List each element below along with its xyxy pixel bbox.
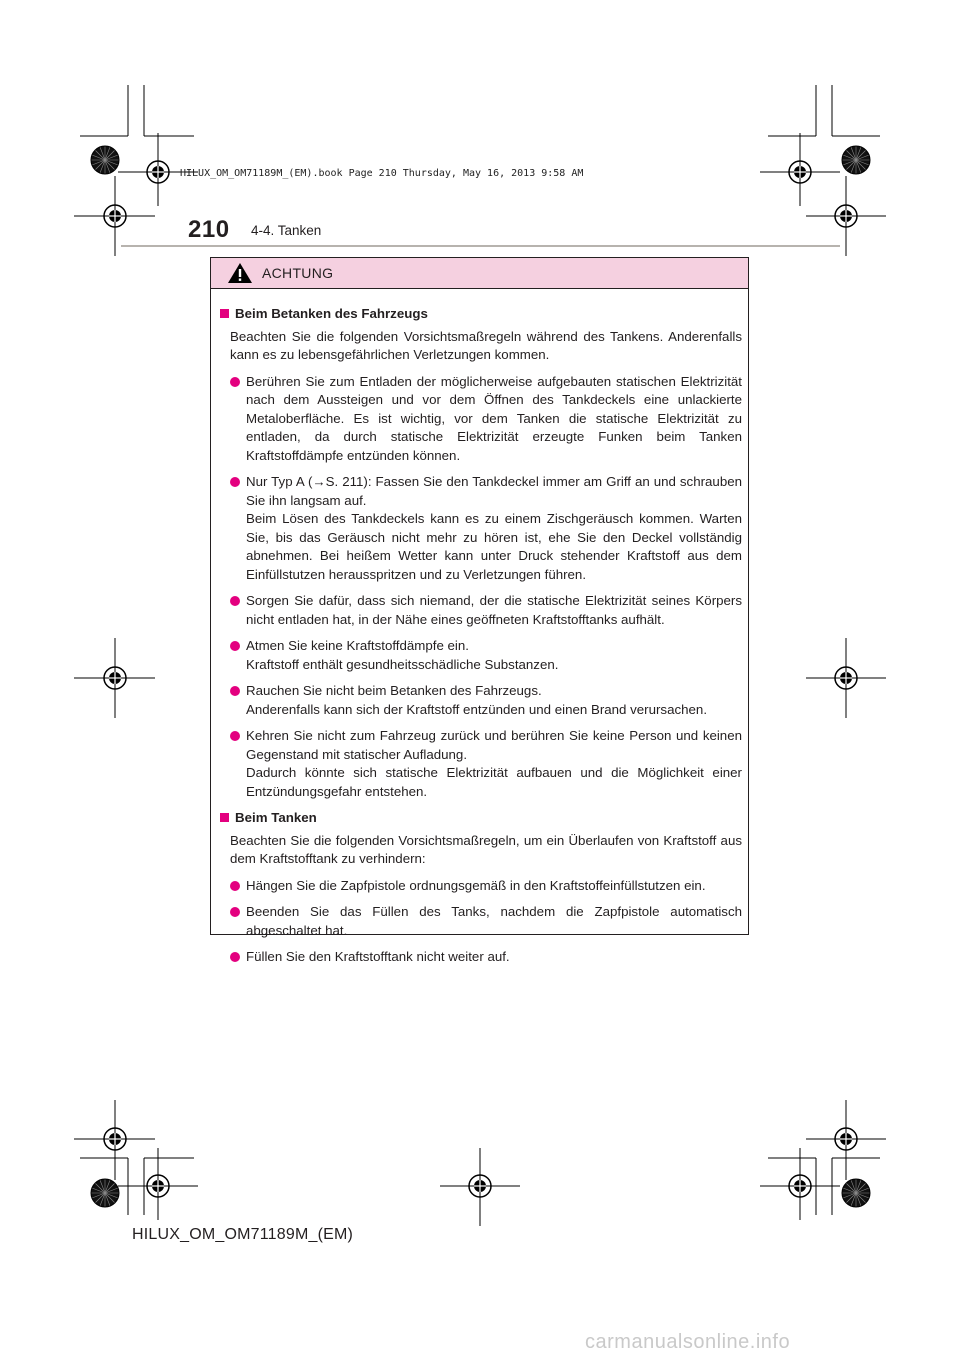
warning-title: ACHTUNG <box>262 265 334 281</box>
list-item-text: Kraftstoff enthält gesundheitsschädliche Substanzen. <box>246 656 559 672</box>
warning-header <box>211 258 748 289</box>
round-bullet-icon <box>230 731 240 741</box>
square-bullet-icon <box>220 813 229 822</box>
round-bullet-icon <box>230 477 240 487</box>
list-item <box>230 473 742 584</box>
list-item-text: Nur Typ A (→S. 211): Fassen Sie den Tankdeckel immer am Griff an und schrauben Sie ihn langsam auf. <box>246 474 742 508</box>
book-info-line: HILUX_OM_OM71189M_(EM).book Page 210 Thursday, May 16, 2013 9:58 AM <box>180 168 584 179</box>
list-item-text: Hängen Sie die Zapfpistole ordnungsgemäß in den Kraftstoffeinfüllstutzen ein. <box>246 877 706 893</box>
round-bullet-icon <box>230 641 240 651</box>
list-item <box>230 727 742 801</box>
round-bullet-icon <box>230 952 240 962</box>
section-title: 4-4. Tanken <box>251 223 322 238</box>
list-item-text: Dadurch könnte sich statische Elektrizität aufbauen und die Möglichkeit einer Entzündungsgefahr entstehen. <box>246 765 742 799</box>
list-item-text: Anderenfalls kann sich der Kraftstoff entzünden und einen Brand verursachen. <box>246 701 708 717</box>
subheading-fueling <box>220 809 742 828</box>
list-item-text: Berühren Sie zum Entladen der möglicherweise aufgebauten statischen Elektrizität nach dem Aussteigen und vor dem Öffnen des Tankdeckels eine unlackierte Metaloberfläche. Es ist wichtig, vor dem Tanken die statische Elektrizität zu entladen, da durch statische Elektrizität erzeugte Funken beim Tanken Kraftstoffdämpfe entzünden können. <box>246 373 742 463</box>
list-item-text: Beim Lösen des Tankdeckels kann es zu einem Zischgeräusch kommen. Warten Sie, bis das Geräusch nicht mehr zu hören ist, ehe Sie den Deckel vollständig abnehmen. Bei heißem Wetter kann unter Druck stehender Kraftstoff aus dem Einfüllstutzen herausspritzen und zu Verletzungen führen. <box>246 511 742 582</box>
round-bullet-icon <box>230 881 240 891</box>
list-item <box>230 637 742 674</box>
list-item-text: Rauchen Sie nicht beim Betanken des Fahrzeugs. <box>246 683 542 698</box>
list-item-text: Kehren Sie nicht zum Fahrzeug zurück und berühren Sie keine Person und keinen Gegenstand mit statischer Aufladung. <box>246 728 742 762</box>
list-item-text: Atmen Sie keine Kraftstoffdämpfe ein. <box>246 638 469 653</box>
round-bullet-icon <box>230 596 240 606</box>
list-item <box>230 682 742 719</box>
list-item <box>230 948 742 967</box>
square-bullet-icon <box>220 309 229 318</box>
watermark-link[interactable]: carmanualsonline.info <box>585 1331 791 1353</box>
list-item <box>230 592 742 629</box>
list-item-text: Beenden Sie das Füllen des Tanks, nachdem die Zapfpistole automatisch abgeschaltet hat. <box>246 904 742 938</box>
header-rule <box>121 245 840 247</box>
round-bullet-icon <box>230 686 240 696</box>
warning-triangle-icon <box>227 262 253 284</box>
intro-paragraph: Beachten Sie die folgenden Vorsichtsmaßregeln während des Tankens. Anderenfalls kann es zu lebensgefährlichen Verletzungen kommen. <box>230 328 742 362</box>
list-item <box>230 373 742 466</box>
intro-paragraph: Beachten Sie die folgenden Vorsichtsmaßregeln, um ein Überlaufen von Kraftstoff aus dem Kraftstofftank zu verhindern: <box>230 832 742 866</box>
list-item-text: Sorgen Sie dafür, dass sich niemand, der die statische Elektrizität seines Körpers nicht entladen hat, in der Nähe eines geöffneten Kraftstofftanks aufhält. <box>246 593 742 627</box>
round-bullet-icon <box>230 377 240 387</box>
round-bullet-icon <box>230 907 240 917</box>
subheading-refueling <box>220 305 742 324</box>
list-item-text: Füllen Sie den Kraftstofftank nicht weiter auf. <box>246 949 510 964</box>
warning-body <box>211 289 748 967</box>
page-number: 210 <box>188 216 230 243</box>
subheading-text: Beim Tanken <box>235 810 317 825</box>
list-item <box>230 877 742 896</box>
manual-code: HILUX_OM_OM71189M_(EM) <box>132 1226 354 1243</box>
subheading-text: Beim Betanken des Fahrzeugs <box>235 306 428 321</box>
warning-box <box>210 257 749 964</box>
list-item <box>230 903 742 940</box>
